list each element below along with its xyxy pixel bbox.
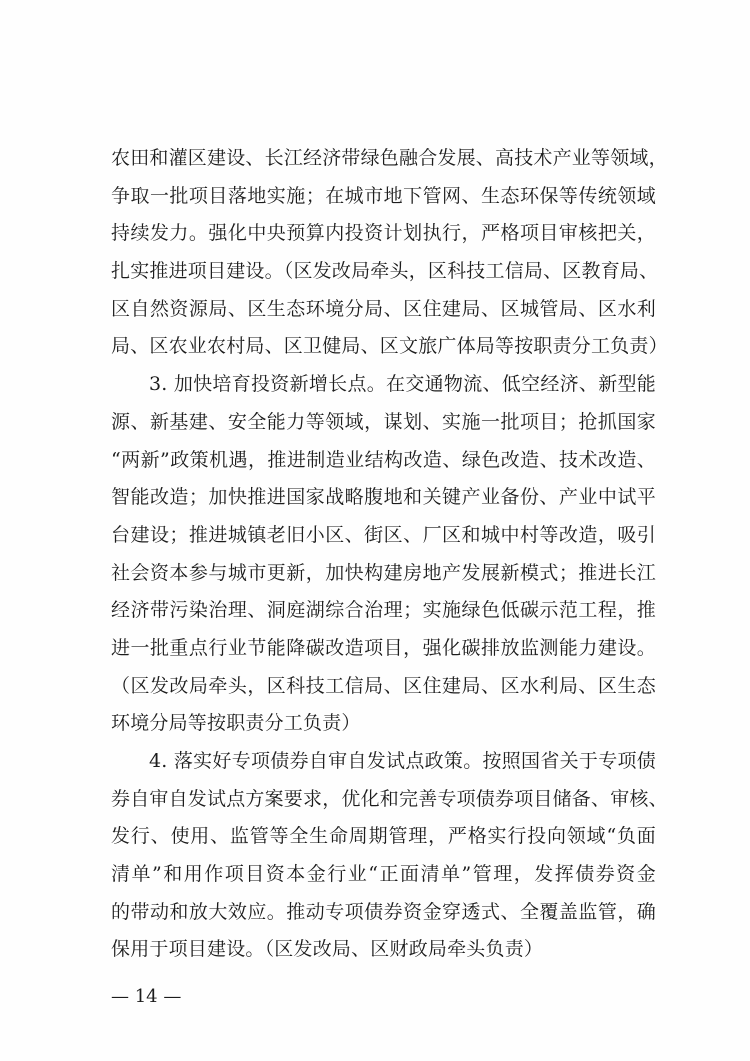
text-line: 保用于项目建设。（区发改局、区财政局牵头负责） xyxy=(111,938,544,961)
text-line: 局、区农业农村局、区卫健局、区文旅广体局等按职责分工负责） xyxy=(111,335,668,358)
page-number: — 14 — xyxy=(111,986,182,1007)
text-line: 的带动和放大效应。推动专项债券资金穿透式、全覆盖监管，确 xyxy=(111,900,656,923)
text-line: 经济带污染治理、洞庭湖综合治理；实施绿色低碳示范工程，推 xyxy=(111,599,656,622)
text-line: 持续发力。强化中央预算内投资计划执行，严格项目审核把关， xyxy=(111,222,656,245)
text-line: 券自审自发试点方案要求，优化和完善专项债券项目储备、审核、 xyxy=(111,787,668,810)
text-line: 源、新基建、安全能力等领域，谋划、实施一批项目；抢抓国家 xyxy=(111,410,656,433)
text-line: 4. 落实好专项债券自审自发试点政策。按照国省关于专项债 xyxy=(149,750,656,772)
paragraph-continued xyxy=(111,140,668,366)
text-line: 争取一批项目落地实施；在城市地下管网、生态环保等传统领域 xyxy=(111,184,656,207)
text-line: “两新”政策机遇，推进制造业结构改造、绿色改造、技术改造、 xyxy=(111,448,656,471)
text-line: 3. 加快培育投资新增长点。在交通物流、低空经济、新型能 xyxy=(149,373,656,396)
text-line: 智能改造；加快推进国家战略腹地和关键产业备份、产业中试平 xyxy=(111,486,656,509)
text-line: 发行、使用、监管等全生命周期管理，严格实行投向领域“负面 xyxy=(111,825,656,848)
text-line: 扎实推进项目建设。（区发改局牵头，区科技工信局、区教育局、 xyxy=(111,260,659,283)
text-line: 农田和灌区建设、长江经济带绿色融合发展、高技术产业等领域， xyxy=(111,147,668,169)
text-line: 社会资本参与城市更新，加快构建房地产发展新模式；推进长江 xyxy=(111,561,656,584)
paragraph-item-3 xyxy=(111,366,656,743)
text-line: 台建设；推进城镇老旧小区、街区、厂区和城中村等改造，吸引 xyxy=(111,523,656,546)
text-line: 进一批重点行业节能降碳改造项目，强化碳排放监测能力建设。 xyxy=(111,636,656,659)
text-line: 区自然资源局、区生态环境分局、区住建局、区城管局、区水利 xyxy=(111,297,656,320)
paragraph-item-4 xyxy=(111,743,668,969)
document-body xyxy=(111,140,668,969)
text-line: 清单”和用作项目资本金行业“正面清单”管理，发挥债券资金 xyxy=(111,863,656,886)
text-line: （区发改局牵头，区科技工信局、区住建局、区水利局、区生态 xyxy=(111,674,656,697)
text-line: 环境分局等按职责分工负责） xyxy=(111,712,361,735)
